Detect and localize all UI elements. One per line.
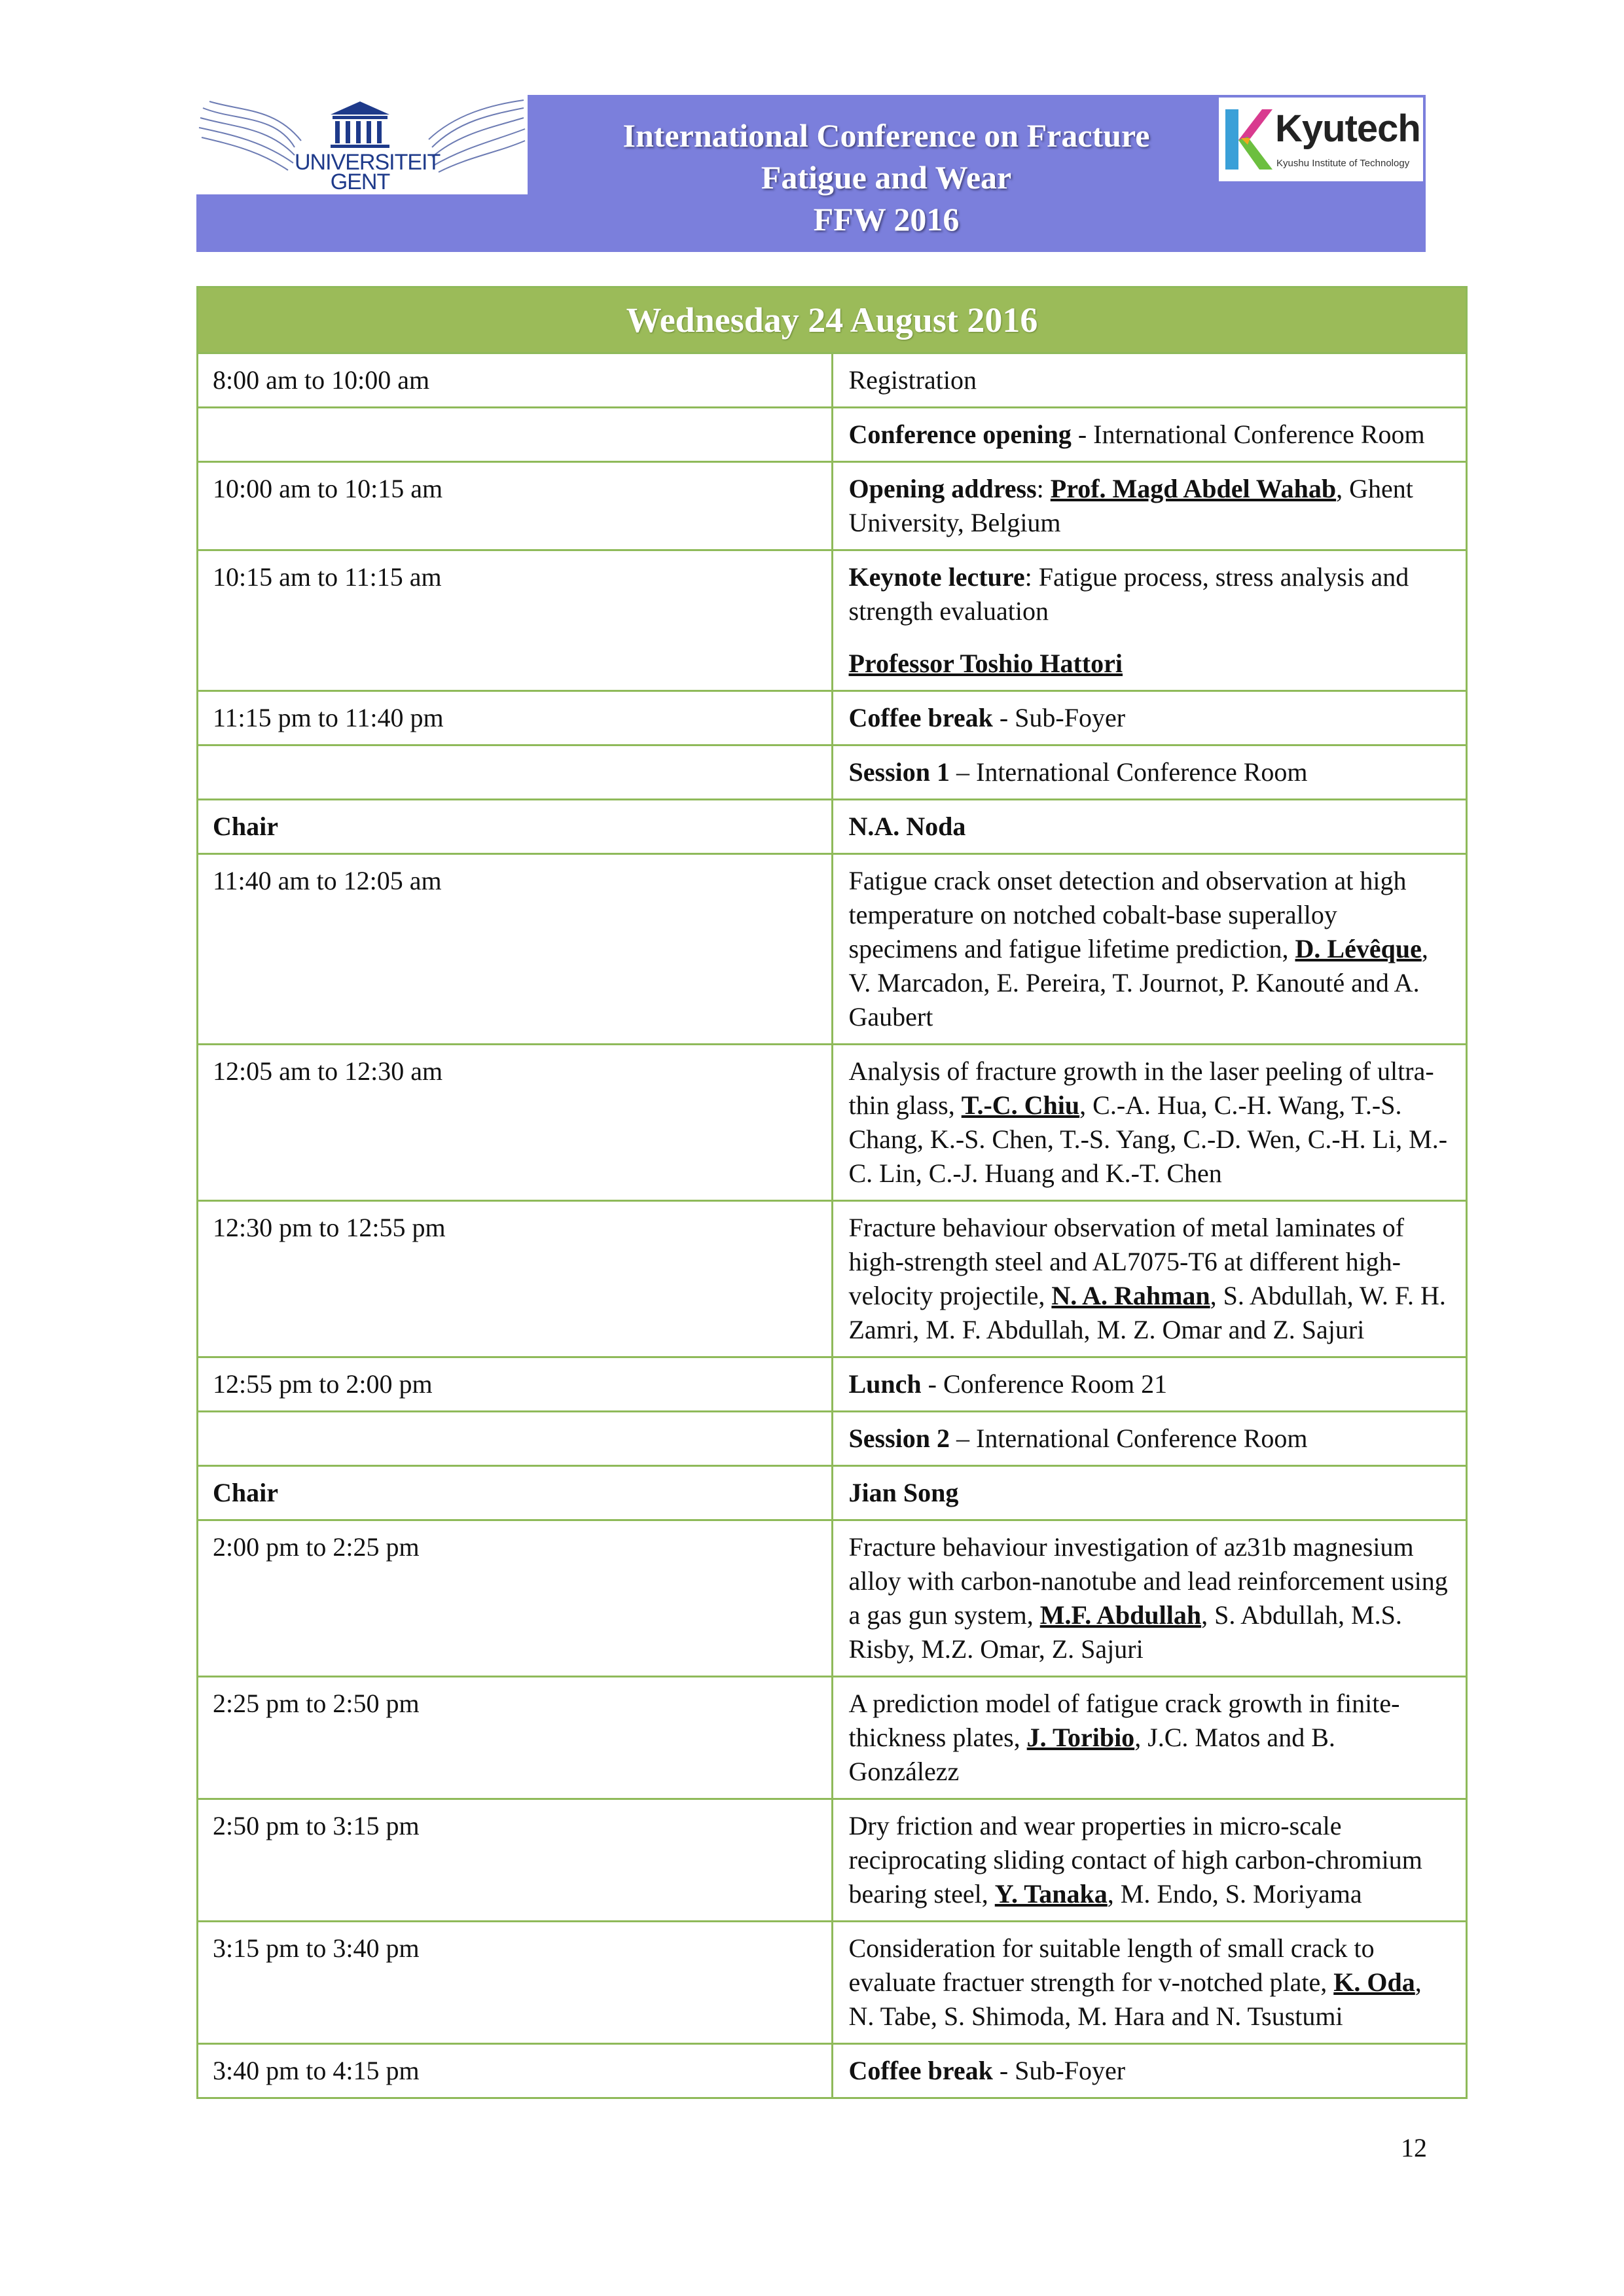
table-row bbox=[198, 691, 1467, 745]
conference-title bbox=[528, 115, 1245, 240]
table-row bbox=[198, 854, 1467, 1045]
paper-title: Dry friction and wear properties in micro-scale reciprocating sliding contact of high carbon-chromium bearing steel, bbox=[848, 1811, 1422, 1909]
paper-title: Consideration for suitable length of small crack to evaluate fractuer strength for v-notched plate, bbox=[848, 1933, 1375, 1997]
description-cell bbox=[832, 1357, 1467, 1412]
chair-name: Jian Song bbox=[832, 1466, 1467, 1520]
title-line-1: International Conference on Fracture bbox=[623, 117, 1150, 154]
description-cell bbox=[832, 462, 1467, 550]
paper-cell bbox=[832, 1799, 1467, 1922]
kyutech-wordmark: Kyutech bbox=[1275, 107, 1420, 150]
presenter-name: M.F. Abdullah bbox=[1039, 1600, 1202, 1630]
description-cell: Registration bbox=[832, 353, 1467, 408]
schedule-table bbox=[196, 286, 1468, 2099]
coauthors: , S. Abdullah, W. F. H. Zamri, M. F. Abdullah, M. Z. Omar and Z. Sajuri bbox=[848, 1281, 1446, 1344]
event-title: Keynote lecture bbox=[848, 562, 1025, 592]
time-cell: 11:15 pm to 11:40 pm bbox=[198, 691, 833, 745]
lecture-topic: : Fatigue process, stress analysis and strength evaluation bbox=[848, 562, 1409, 626]
time-cell bbox=[198, 745, 833, 800]
time-cell bbox=[198, 1412, 833, 1466]
paper-title: Fracture behaviour investigation of az31b magnesium alloy with carbon-nanotube and lead reinforcement using a gas gun system, bbox=[848, 1532, 1448, 1630]
time-cell: 11:40 am to 12:05 am bbox=[198, 854, 833, 1045]
description-cell bbox=[832, 691, 1467, 745]
table-row bbox=[198, 800, 1467, 854]
coauthors: , S. Abdullah, M.S. Risby, M.Z. Omar, Z. Sajuri bbox=[848, 1600, 1402, 1664]
time-cell: 3:15 pm to 3:40 pm bbox=[198, 1922, 833, 2044]
speaker-name: Professor Toshio Hattori bbox=[848, 649, 1123, 678]
presenter-name: Y. Tanaka bbox=[994, 1879, 1108, 1909]
presenter-name: D. Lévêque bbox=[1295, 934, 1422, 963]
time-cell: 12:30 pm to 12:55 pm bbox=[198, 1201, 833, 1357]
event-location: - International Conference Room bbox=[1071, 420, 1425, 449]
time-cell: 2:25 pm to 2:50 pm bbox=[198, 1677, 833, 1799]
table-row bbox=[198, 2044, 1467, 2098]
table-row bbox=[198, 745, 1467, 800]
table-row bbox=[198, 1466, 1467, 1520]
presenter-name: K. Oda bbox=[1333, 1967, 1415, 1997]
conference-banner bbox=[196, 95, 1426, 252]
time-cell bbox=[198, 408, 833, 462]
session-title: Session 1 bbox=[848, 757, 950, 787]
kyutech-logo bbox=[1219, 98, 1423, 181]
description-cell bbox=[832, 745, 1467, 800]
ugent-logo bbox=[196, 95, 528, 194]
day-header: Wednesday 24 August 2016 bbox=[198, 287, 1467, 353]
description-cell bbox=[832, 408, 1467, 462]
time-cell: 10:00 am to 10:15 am bbox=[198, 462, 833, 550]
coauthors: , V. Marcadon, E. Pereira, T. Journot, P. Kanouté and A. Gaubert bbox=[848, 934, 1428, 1031]
presenter-name: T.-C. Chiu bbox=[961, 1090, 1080, 1120]
table-row bbox=[198, 408, 1467, 462]
event-location: - Conference Room 21 bbox=[921, 1369, 1168, 1399]
kyutech-subtitle: Kyushu Institute of Technology bbox=[1276, 158, 1410, 169]
table-row bbox=[198, 1045, 1467, 1201]
table-row bbox=[198, 1677, 1467, 1799]
time-cell: 2:50 pm to 3:15 pm bbox=[198, 1799, 833, 1922]
paper-cell bbox=[832, 1045, 1467, 1201]
chair-label: Chair bbox=[198, 1466, 833, 1520]
table-row bbox=[198, 353, 1467, 408]
paper-cell bbox=[832, 1520, 1467, 1677]
coauthors: , M. Endo, S. Moriyama bbox=[1107, 1879, 1362, 1909]
time-cell: 8:00 am to 10:00 am bbox=[198, 353, 833, 408]
table-row bbox=[198, 1357, 1467, 1412]
table-row bbox=[198, 1799, 1467, 1922]
time-cell: 12:05 am to 12:30 am bbox=[198, 1045, 833, 1201]
table-row bbox=[198, 1520, 1467, 1677]
title-line-3: FFW 2016 bbox=[813, 201, 960, 238]
description-cell bbox=[832, 550, 1467, 691]
table-header-row bbox=[198, 287, 1467, 353]
description-cell bbox=[832, 1412, 1467, 1466]
paper-title: A prediction model of fatigue crack growth in finite-thickness plates, bbox=[848, 1689, 1400, 1752]
paper-cell bbox=[832, 854, 1467, 1045]
time-cell: 3:40 pm to 4:15 pm bbox=[198, 2044, 833, 2098]
description-cell bbox=[832, 2044, 1467, 2098]
speaker-name: Prof. Magd Abdel Wahab bbox=[1050, 474, 1337, 503]
paper-cell bbox=[832, 1677, 1467, 1799]
session-title: Session 2 bbox=[848, 1424, 950, 1453]
ugent-wordmark: UNIVERSITEIT GENT bbox=[295, 150, 441, 194]
paper-title: Fracture behaviour observation of metal laminates of high-strength steel and AL7075-T6 at different high-velocity projectile, bbox=[848, 1213, 1405, 1310]
presenter-name: N. A. Rahman bbox=[1051, 1281, 1210, 1310]
kyutech-k-icon bbox=[1221, 104, 1274, 176]
event-location: – International Conference Room bbox=[950, 1424, 1308, 1453]
coauthors: , N. Tabe, S. Shimoda, M. Hara and N. Tsustumi bbox=[848, 1967, 1422, 2031]
separator: : bbox=[1036, 474, 1051, 503]
chair-label: Chair bbox=[198, 800, 833, 854]
table-row bbox=[198, 1922, 1467, 2044]
page-number: 12 bbox=[1401, 2133, 1427, 2162]
time-cell: 10:15 am to 11:15 am bbox=[198, 550, 833, 691]
table-row bbox=[198, 462, 1467, 550]
event-title: Coffee break bbox=[848, 2056, 993, 2085]
speaker-affiliation: , Ghent University, Belgium bbox=[848, 474, 1413, 537]
paper-title: Analysis of fracture growth in the laser peeling of ultra-thin glass, bbox=[848, 1056, 1434, 1120]
event-location: - Sub-Foyer bbox=[992, 2056, 1126, 2085]
time-cell: 12:55 pm to 2:00 pm bbox=[198, 1357, 833, 1412]
table-row bbox=[198, 1201, 1467, 1357]
table-row bbox=[198, 550, 1467, 691]
presenter-name: J. Toribio bbox=[1026, 1723, 1135, 1752]
coauthors: , J.C. Matos and B. Gonzálezz bbox=[848, 1723, 1335, 1786]
paper-cell bbox=[832, 1201, 1467, 1357]
event-title: Conference opening bbox=[848, 420, 1072, 449]
event-title: Coffee break bbox=[848, 703, 993, 732]
event-title: Lunch bbox=[848, 1369, 922, 1399]
coauthors: , C.-A. Hua, C.-H. Wang, T.-S. Chang, K.-S. Chen, T.-S. Yang, C.-D. Wen, C.-H. Li, M.-C. Lin, C.-J. Huang and K.-T. Chen bbox=[848, 1090, 1448, 1188]
title-line-2: Fatigue and Wear bbox=[761, 159, 1012, 196]
event-title: Opening address bbox=[848, 474, 1037, 503]
paper-title: Fatigue crack onset detection and observation at high temperature on notched cobalt-base superalloy specimens and fatigue lifetime prediction, bbox=[848, 866, 1407, 963]
event-location: – International Conference Room bbox=[950, 757, 1308, 787]
time-cell: 2:00 pm to 2:25 pm bbox=[198, 1520, 833, 1677]
table-row bbox=[198, 1412, 1467, 1466]
ugent-temple-icon bbox=[331, 101, 389, 148]
paper-cell bbox=[832, 1922, 1467, 2044]
chair-name: N.A. Noda bbox=[832, 800, 1467, 854]
event-location: - Sub-Foyer bbox=[992, 703, 1126, 732]
